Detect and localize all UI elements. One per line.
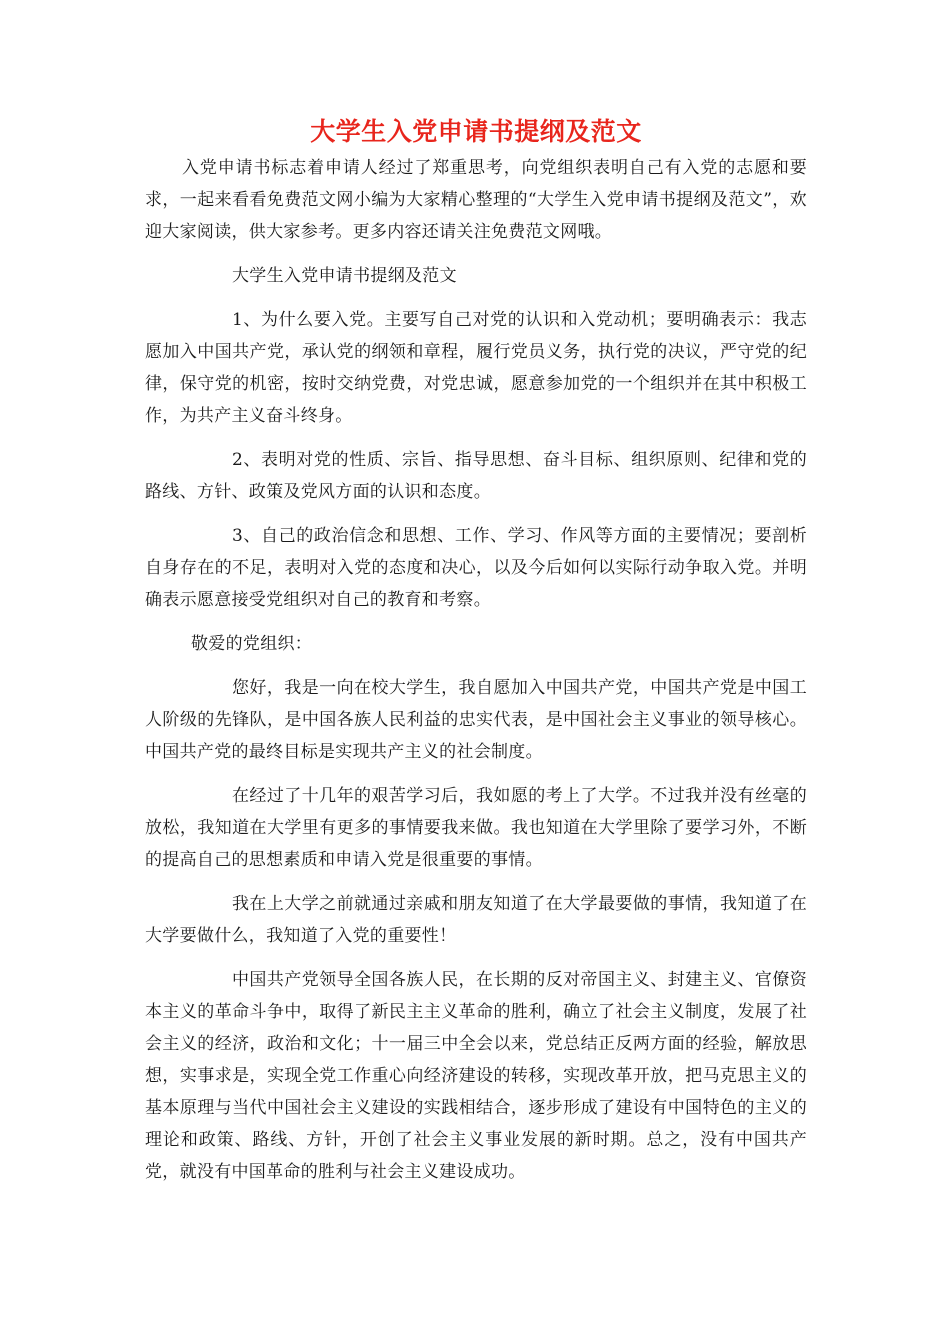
outline-item-3: 3、自己的政治信念和思想、工作、学习、作风等方面的主要情况；要剖析自身存在的不足，表明对入党的态度和决心，以及今后如何以实际行动争取入党。并明确表示愿意接受党组织对自己的教育和考察。 [145,526,807,610]
letter-salutation: 敬爱的党组织： [191,634,313,654]
outline-subheading: 大学生入党申请书提纲及范文 [232,266,457,286]
document-title: 大学生入党申请书提纲及范文 [310,117,642,146]
outline-item-1: 1、为什么要入党。主要写自己对党的认识和入党动机；要明确表示：我志愿加入中国共产党，承认党的纲领和章程，履行党员义务，执行党的决议，严守党的纪律，保守党的机密，按时交纳党费，对党忠诚，愿意参加党的一个组织并在其中积极工作，为共产主义奋斗终身。 [145,310,807,426]
letter-paragraph-4: 中国共产党领导全国各族人民，在长期的反对帝国主义、封建主义、官僚资本主义的革命斗争中，取得了新民主主义革命的胜利，确立了社会主义制度，发展了社会主义的经济，政治和文化；十一届三中全会以来，党总结正反两方面的经验，解放思想，实事求是，实现全党工作重心向经济建设的转移，实现改革开放，把马克思主义的基本原理与当代中国社会主义建设的实践相结合，逐步形成了建设有中国特色的主义的理论和政策、路线、方针，开创了社会主义事业发展的新时期。总之，没有中国共产党，就没有中国革命的胜利与社会主义建设成功。 [145,970,807,1182]
letter-paragraph-3: 我在上大学之前就通过亲戚和朋友知道了在大学最要做的事情，我知道了在大学要做什么，我知道了入党的重要性！ [145,894,807,946]
letter-paragraph-2: 在经过了十几年的艰苦学习后，我如愿的考上了大学。不过我并没有丝毫的放松，我知道在大学里有更多的事情要我来做。我也知道在大学里除了要学习外，不断的提高自己的思想素质和申请入党是很重要的事情。 [145,786,807,870]
document-page [145,112,807,1188]
outline-item-2: 2、表明对党的性质、宗旨、指导思想、奋斗目标、组织原则、纪律和党的路线、方针、政策及党风方面的认识和态度。 [145,450,807,502]
letter-paragraph-1: 您好，我是一向在校大学生，我自愿加入中国共产党，中国共产党是中国工人阶级的先锋队，是中国各族人民利益的忠实代表，是中国社会主义事业的领导核心。中国共产党的最终目标是实现共产主义的社会制度。 [145,678,807,762]
intro-paragraph: 入党申请书标志着申请人经过了郑重思考，向党组织表明自己有入党的志愿和要求，一起来看看免费范文网小编为大家精心整理的“大学生入党申请书提纲及范文”，欢迎大家阅读，供大家参考。更多内容还请关注免费范文网哦。 [145,158,807,242]
